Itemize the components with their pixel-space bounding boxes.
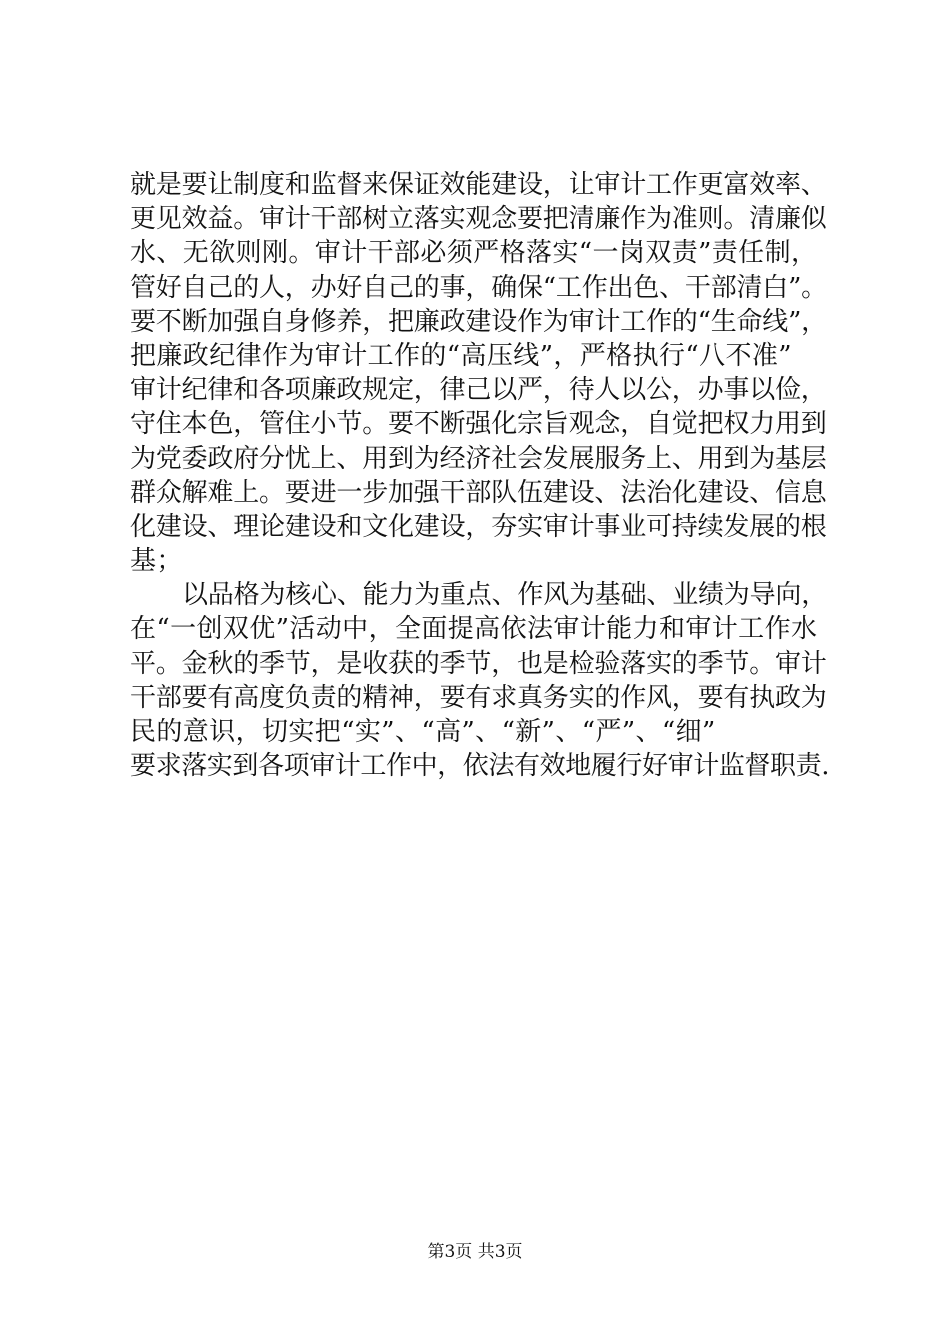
paragraph-1-line: 就是要让制度和监督来保证效能建设，让审计工作更富效率、 [130, 170, 827, 200]
paragraph-2-line: 民的意识，切实把“实”、“高”、“新”、“严”、“细” [130, 717, 716, 747]
paragraph-1-line: 把廉政纪律作为审计工作的“高压线”，严格执行“八不准” [130, 340, 792, 371]
paragraph-2-line: 在“一创双优”活动中，全面提高依法审计能力和审计工作水 [130, 614, 818, 645]
paragraph-1-line: 守住本色，管住小节。要不断强化宗旨观念，自觉把权力用到 [130, 409, 827, 440]
paragraph-2-line: 要求落实到各项审计工作中，依法有效地履行好审计监督职责. [130, 751, 830, 782]
paragraph-1-line: 要不断加强自身修养，把廉政建设作为审计工作的“生命线”， [130, 306, 827, 337]
paragraph-1-line: 基； [130, 546, 183, 577]
paragraph-1-line: 为党委政府分忧上、用到为经济社会发展服务上、用到为基层 [130, 443, 827, 474]
paragraph-1-line: 更见效益。审计干部树立落实观念要把清廉作为准则。清廉似 [130, 204, 827, 235]
paragraph-2-line: 平。金秋的季节，是收获的季节，也是检验落实的季节。审计 [130, 648, 827, 679]
paragraph-2-line: 干部要有高度负责的精神，要有求真务实的作风，要有执政为 [130, 682, 827, 713]
page-number-footer: 第3页 共3页 [427, 1242, 523, 1262]
paragraph-1-line: 化建设、理论建设和文化建设，夯实审计事业可持续发展的根 [130, 511, 827, 542]
paragraph-1-line: 水、无欲则刚。审计干部必须严格落实“一岗双责”责任制， [130, 238, 818, 269]
paragraph-1-line: 群众解难上。要进一步加强干部队伍建设、法治化建设、信息 [130, 477, 827, 508]
body-text [130, 168, 830, 783]
paragraph-1-line: 审计纪律和各项廉政规定，律己以严，待人以公，办事以俭， [130, 375, 827, 406]
paragraph-2-line: 以品格为核心、能力为重点、作风为基础、业绩为导向， [182, 580, 828, 611]
paragraph-1-line: 管好自己的人，办好自己的事，确保“工作出色、干部清白”。 [130, 272, 827, 303]
